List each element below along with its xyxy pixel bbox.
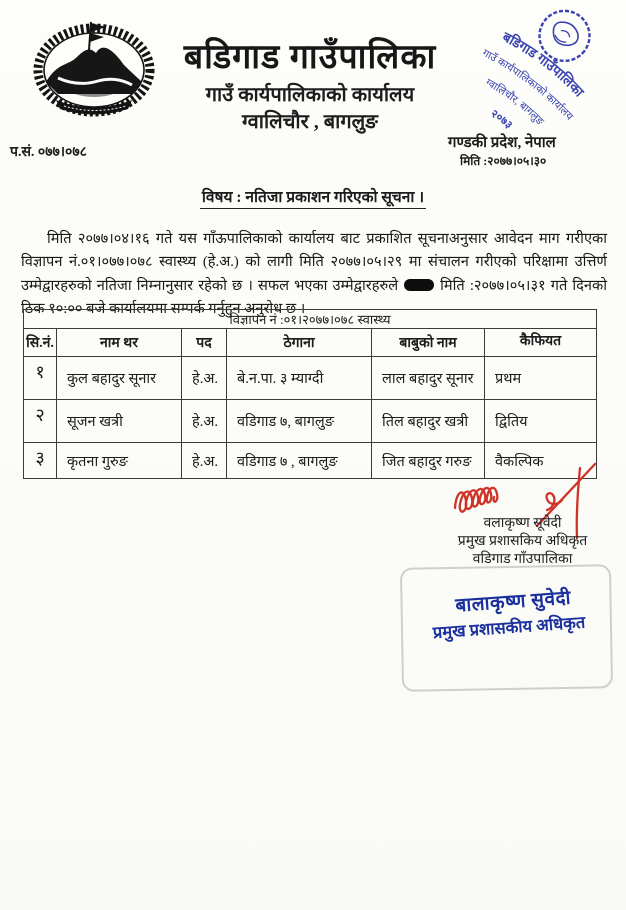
results-table: [23, 309, 597, 479]
signatory-organization: वडिगाड गाँउपालिका: [472, 552, 573, 567]
body-text-before: मिति २०७७।०४।१६ गते यस गाँऊपालिकाको कार्यालय बाट प्रकाशित सूचनाअनुसार आवेदन माग गरीएका विज्ञापन नं.०१।०७७।०७८ स्वास्थ्य (हे.अ.) को लागी मिति २०७७।०५।२९ मा संचालन गरीएको परिक्षामा उत्तिर्ण उम्मेद्वारहरुको नतिजा निम्नानुसार रहेको छ । सफल भएका उम्मेद्वारहरुले: [21, 230, 607, 294]
cell-serial: ३: [24, 443, 57, 479]
table-row: [24, 357, 597, 400]
svg-text:ग्वालिचौर, बागलुङ: [482, 74, 548, 129]
office-address: ग्वालिचौर , बागलुङ: [242, 111, 378, 133]
stamp-line2: गाउँ कार्यपालिकाको कार्यालय: [480, 48, 575, 123]
col-header-address: ठेगाना: [227, 329, 372, 357]
body-paragraph: [21, 228, 607, 322]
signatory-title: प्रमुख प्रशासकिय अधिकृत: [457, 534, 588, 549]
cell-serial: २: [24, 400, 57, 443]
cell-post: हे.अ.: [182, 400, 227, 443]
col-header-father-name: बाबुको नाम: [372, 329, 485, 357]
cell-post: हे.अ.: [182, 357, 227, 400]
stamp-line1: बडिगाड गाउँपालिका: [500, 29, 587, 100]
approval-stamp-title: प्रमुख प्रशासकीय अधिकृत: [432, 612, 586, 643]
cell-address: बे.न.पा. ३ म्याग्दी: [227, 357, 372, 400]
table-span-header-row: [24, 310, 597, 329]
letter-date: मिति :२०७७।०५।३०: [460, 154, 547, 168]
province-line: गण्डकी प्रदेश, नेपाल: [448, 135, 556, 151]
reference-number: प.सं. ०७७।०७८: [10, 145, 87, 160]
col-header-post: पद: [182, 329, 227, 357]
cell-remarks: वैकल्पिक: [485, 443, 597, 479]
cell-name: कुल बहादुर सूनार: [57, 357, 182, 400]
cell-remarks: द्वितिय: [485, 400, 597, 443]
cell-father-name: तिल बहादुर खत्री: [372, 400, 485, 443]
col-header-serial: सि.नं.: [24, 329, 57, 357]
office-subtitle: गाउँ कार्यपालिकाको कार्यालय: [205, 84, 415, 106]
cell-address: वडिगाड ७, बागलुङ: [227, 400, 372, 443]
cell-serial: १: [24, 357, 57, 400]
table-header-row: [24, 329, 597, 357]
nepal-coat-of-arms-icon: [30, 20, 158, 128]
subject-text: विषय : नतिजा प्रकाशन गरिएको सूचना ।: [200, 189, 426, 209]
body-text-after: मिति :२०७७।०५।३१ गते दिनको ठिक १०:०० बजे कार्यालयमा सम्पर्क गर्नुहुन अनुरोध छ ।: [21, 277, 607, 318]
subject-line: [0, 185, 626, 207]
cell-name: सूजन खत्री: [57, 400, 182, 443]
cell-post: हे.अ.: [182, 443, 227, 479]
cell-address: वडिगाड ७ , बागलुङ: [227, 443, 372, 479]
table-row: [24, 400, 597, 443]
signatory-name: वलाकृष्ण सूवेदी: [483, 516, 562, 531]
round-office-stamp-icon: [443, 0, 626, 155]
stamp-line4: २०७३: [488, 107, 515, 132]
redaction-mark: [404, 279, 434, 291]
cell-name: कृतना गुरुङ: [57, 443, 182, 479]
advertisement-number-header: विज्ञापन नं :०१।२०७७।०७८ स्वास्थ्य: [24, 310, 597, 329]
cell-father-name: लाल बहादुर सूनार: [372, 357, 485, 400]
municipality-title: बडिगाड गाउँपालिका: [183, 39, 437, 76]
cell-father-name: जित बहादुर गरुङ: [372, 443, 485, 479]
cell-remarks: प्रथम: [485, 357, 597, 400]
svg-text:२०७३: [487, 107, 515, 133]
col-header-name: नाम थर: [57, 329, 182, 357]
col-header-remarks: कैफियत: [485, 329, 597, 357]
stamp-line3: ग्वालिचौर, बागलुङ: [483, 77, 546, 128]
approval-stamp-name: बालाकृष्ण सुवेदी: [454, 587, 572, 617]
